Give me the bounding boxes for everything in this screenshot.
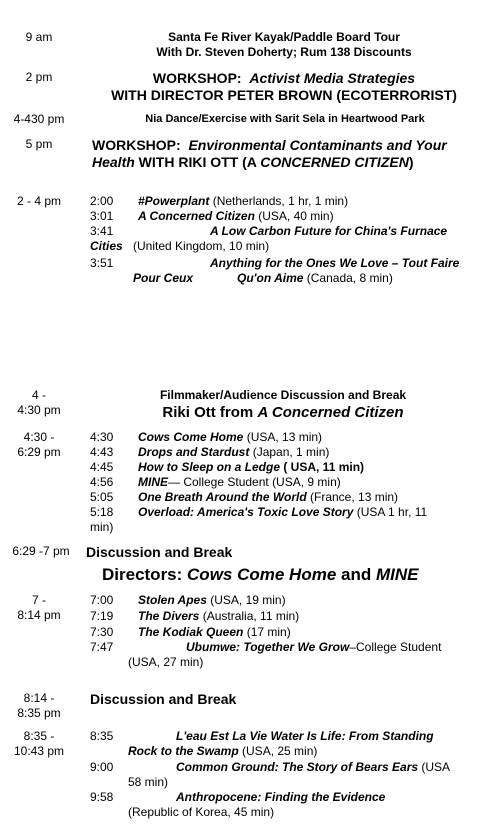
film-info: (USA, 13 min) (243, 430, 323, 444)
film-info: –College Student (349, 640, 442, 654)
film-row (90, 760, 475, 775)
film-time: 7:30 (90, 625, 114, 639)
workshop-director: WITH DIRECTOR PETER BROWN (ECOTERRORIST) (111, 87, 457, 103)
film-time: 4:30 (90, 430, 114, 444)
film-info: (France, 13 min) (306, 490, 399, 504)
time-end: 8:35 pm (17, 706, 61, 720)
event-title (96, 70, 472, 104)
film-title: Stolen Apes (138, 593, 207, 607)
workshop-title-cont: Health (92, 154, 135, 170)
workshop-film: CONCERNED CITIZEN (260, 154, 409, 170)
film-row-cont (128, 744, 473, 759)
film-info-cont: (USA, 27 min) (128, 655, 204, 669)
workshop-label: WORKSHOP: (92, 137, 181, 153)
event-time: 9 am (25, 30, 53, 44)
discussion-guest: Riki Ott from (162, 404, 258, 421)
film-row (90, 609, 475, 624)
event-title: Nia Dance/Exercise with Sarit Sela in Heartwood Park (145, 113, 425, 125)
film-time: 7:00 (90, 593, 114, 607)
film-time: 4:45 (90, 460, 114, 474)
film-info-cont: (Republic of Korea, 45 min) (128, 805, 275, 819)
film-row (90, 194, 475, 209)
film-info: (USA, 25 min) (238, 744, 318, 758)
film-time: 3:51 (90, 256, 114, 270)
discussion-label: Discussion and Break (86, 544, 233, 560)
film-info: (USA 1 hr, 11 (353, 505, 428, 519)
film-info: (Netherlands, 1 hr, 1 min) (209, 194, 349, 208)
film-info: — College Student (USA, 9 min) (168, 475, 341, 489)
film-info: (USA, 40 min) (254, 209, 334, 223)
block-time: 2 - 4 pm (16, 194, 61, 208)
directors-film-2: MINE (375, 565, 419, 584)
film-title: Overload: America's Toxic Love Story (138, 505, 354, 519)
film-title: A Low Carbon Future for China's Furnace Cities (90, 224, 448, 253)
film-info: (Canada, 8 min) (303, 271, 393, 285)
film-row (90, 475, 475, 490)
film-row (90, 445, 475, 460)
block-time (0, 430, 78, 460)
event-time: 2 pm (25, 70, 53, 84)
workshop-host: WITH RIKI OTT (A (134, 154, 261, 170)
discussion-title (98, 388, 468, 421)
film-row (90, 430, 475, 445)
film-title: L'eau Est La Vie Water Is Life: From Standing (176, 729, 434, 743)
block-time (0, 593, 78, 623)
time-start: 4 - (31, 388, 46, 402)
film-title-cont: Qu'on Aime (237, 271, 304, 285)
film-info: (Japan, 1 min) (249, 445, 330, 459)
film-title-cont: Rock to the Swamp (128, 744, 239, 758)
discussion-time (0, 388, 78, 418)
film-info: (17 min) (243, 625, 291, 639)
film-title: How to Sleep on a Ledge (138, 460, 281, 474)
film-row (90, 790, 475, 805)
film-row (90, 460, 475, 475)
film-title: The Kodiak Queen (138, 625, 244, 639)
time-start: 7 - (31, 593, 46, 607)
film-row (90, 490, 475, 505)
workshop-label: WORKSHOP: (152, 70, 242, 86)
film-info: ( USA, 11 min) (280, 460, 365, 474)
film-row-cont (90, 271, 475, 286)
film-title: One Breath Around the World (138, 490, 307, 504)
film-row (90, 505, 475, 520)
film-row (90, 593, 475, 608)
discussion-film: A Concerned Citizen (257, 404, 404, 421)
directors-label: Directors: (102, 565, 188, 584)
film-time: 2:00 (90, 194, 114, 208)
film-time: 3:01 (90, 209, 114, 223)
discussion-time (0, 691, 78, 721)
time-end: 4:30 pm (17, 403, 61, 417)
film-time: 5:05 (90, 490, 114, 504)
film-title: Anthropocene: Finding the Evidence (176, 790, 386, 804)
event-title-line1: Santa Fe River Kayak/Paddle Board Tour (168, 30, 400, 44)
film-time: 9:00 (90, 760, 114, 774)
workshop-title: Activist Media Strategies (249, 70, 416, 86)
film-title: Ubumwe: Together We Grow (186, 640, 350, 654)
film-title: Anything for the Ones We Love – Tout Faire (210, 256, 460, 270)
time-start: 8:35 - (23, 729, 55, 743)
film-info: (USA (418, 760, 451, 774)
event-title-line2: With Dr. Steven Doherty; Rum 138 Discounts (156, 45, 412, 59)
film-info: (Australia, 11 min) (199, 609, 300, 623)
film-title: Cows Come Home (138, 430, 244, 444)
time-end: 8:14 pm (17, 608, 61, 622)
event-time: 4-430 pm (13, 112, 65, 126)
event-time: 5 pm (25, 137, 53, 151)
film-time: 4:56 (90, 475, 114, 489)
film-info: (United Kingdom, 10 min) (133, 239, 270, 253)
film-time: 7:19 (90, 609, 114, 623)
film-title: MINE (138, 475, 168, 489)
directors-film-1: Cows Come Home (187, 565, 337, 584)
film-title: #Powerplant (138, 194, 210, 208)
time-end: 10:43 pm (13, 744, 65, 758)
film-info-cont: 58 min) (128, 775, 169, 789)
film-title: The Divers (138, 609, 200, 623)
film-title: Drops and Stardust (138, 445, 250, 459)
time-end: 6:29 pm (17, 445, 61, 459)
film-title: Common Ground: The Story of Bears Ears (176, 760, 419, 774)
workshop-title: Environmental Contaminants and Your (188, 137, 447, 153)
film-time: 3:41 (90, 224, 114, 238)
film-info: (USA, 19 min) (206, 593, 286, 607)
film-time: 9:58 (90, 790, 114, 804)
film-row (90, 729, 475, 744)
time-start: 4:30 - (23, 430, 55, 444)
film-row (90, 625, 475, 640)
film-title: A Concerned Citizen (138, 209, 255, 223)
workshop-close: ) (408, 154, 414, 170)
discussion-label: Discussion and Break (90, 691, 237, 707)
film-row (90, 640, 475, 655)
event-title (92, 137, 477, 171)
film-time: 7:47 (90, 640, 114, 654)
film-time: 5:18 (90, 505, 114, 519)
discussion-time: 6:29 -7 pm (12, 544, 70, 558)
event-title (104, 30, 464, 60)
time-start: 8:14 - (23, 691, 55, 705)
directors-and: and (336, 565, 376, 584)
film-title-cont: Pour Ceux (133, 271, 194, 285)
film-row (90, 209, 475, 224)
film-time: 4:43 (90, 445, 114, 459)
directors-heading (102, 564, 474, 586)
film-info-cont: min) (90, 520, 114, 534)
film-time: 8:35 (90, 729, 114, 743)
discussion-label: Filmmaker/Audience Discussion and Break (159, 388, 407, 402)
film-row (90, 256, 475, 271)
block-time (0, 729, 78, 759)
